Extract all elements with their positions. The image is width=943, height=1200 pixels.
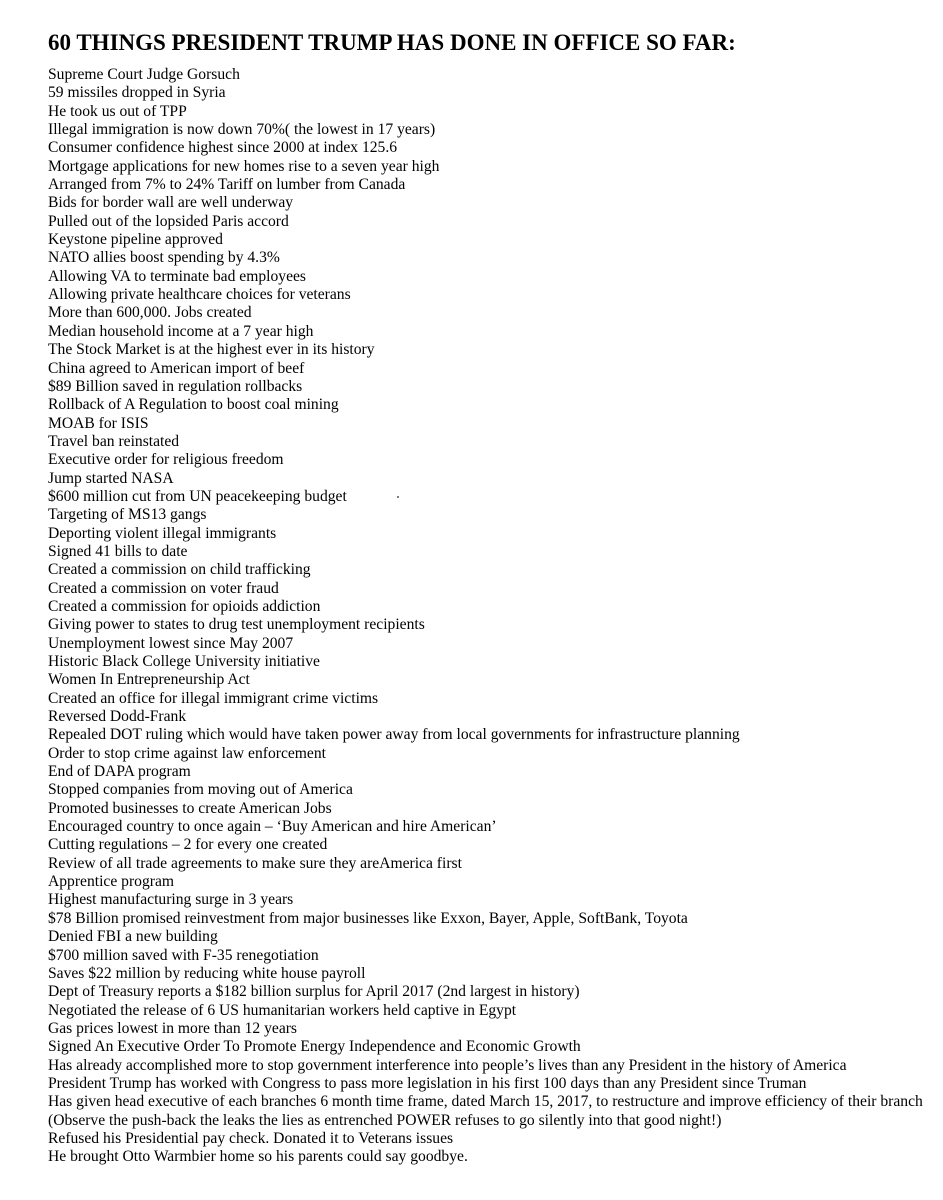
list-item: Travel ban reinstated <box>48 432 180 450</box>
list-item: Has already accomplished more to stop government interference into people’s lives than any President in the history of America <box>48 1056 847 1074</box>
list-item: (Observe the push-back the leaks the lies as entrenched POWER refuses to go silently into that good night!) <box>48 1111 722 1129</box>
stray-dot-mark <box>397 496 399 498</box>
list-item: Supreme Court Judge Gorsuch <box>48 66 240 83</box>
list-item: 59 missiles dropped in Syria <box>48 84 226 102</box>
list-item: More than 600,000. Jobs created <box>48 304 252 322</box>
list-item: Allowing VA to terminate bad employees <box>48 267 306 285</box>
list-item: He took us out of TPP <box>48 102 187 120</box>
accomplishments-list <box>48 66 943 1167</box>
list-item: China agreed to American import of beef <box>48 359 305 377</box>
list-item: Consumer confidence highest since 2000 at index 125.6 <box>48 139 398 157</box>
list-item: Unemployment lowest since May 2007 <box>48 634 294 652</box>
list-item: Created an office for illegal immigrant crime victims <box>48 689 379 707</box>
list-item: Created a commission for opioids addiction <box>48 597 321 615</box>
list-item: Encouraged country to once again – ‘Buy American and hire American’ <box>48 818 497 836</box>
list-item: $78 Billion promised reinvestment from major businesses like Exxon, Bayer, Apple, SoftBank, Toyota <box>48 909 688 927</box>
list-item: Giving power to states to drug test unemployment recipients <box>48 616 425 634</box>
list-item: Repealed DOT ruling which would have taken power away from local governments for infrastructure planning <box>48 726 740 744</box>
list-item: Pulled out of the lopsided Paris accord <box>48 212 289 230</box>
list-item: Order to stop crime against law enforcement <box>48 744 326 762</box>
list-item: Targeting of MS13 gangs <box>48 506 207 524</box>
list-item: Negotiated the release of 6 US humanitarian workers held captive in Egypt <box>48 1001 517 1019</box>
list-item: MOAB for ISIS <box>48 414 149 432</box>
document-title: 60 THINGS PRESIDENT TRUMP HAS DONE IN OFFICE SO FAR: <box>48 30 736 55</box>
list-item: Saves $22 million by reducing white house payroll <box>48 964 366 982</box>
list-item: Created a commission on child trafficking <box>48 561 311 579</box>
list-item: Illegal immigration is now down 70%( the lowest in 17 years) <box>48 121 436 139</box>
list-item: Women In Entrepreneurship Act <box>48 671 250 689</box>
list-item: $89 Billion saved in regulation rollbacks <box>48 377 303 395</box>
list-item: President Trump has worked with Congress to pass more legislation in his first 100 days than any President since Truman <box>48 1074 807 1092</box>
list-item: Stopped companies from moving out of America <box>48 781 353 799</box>
list-item: Dept of Treasury reports a $182 billion surplus for April 2017 (2nd largest in history) <box>48 983 580 1001</box>
list-item: Mortgage applications for new homes rise to a seven year high <box>48 157 440 175</box>
list-item: Arranged from 7% to 24% Tariff on lumber from Canada <box>48 176 406 194</box>
list-item: Executive order for religious freedom <box>48 451 284 469</box>
list-item: Apprentice program <box>48 873 174 891</box>
list-item: End of DAPA program <box>48 763 191 781</box>
list-item: The Stock Market is at the highest ever in its history <box>48 341 375 359</box>
list-item: Jump started NASA <box>48 469 174 487</box>
list-item: Signed 41 bills to date <box>48 542 188 560</box>
list-item: Cutting regulations – 2 for every one created <box>48 836 328 854</box>
list-item: NATO allies boost spending by 4.3% <box>48 249 280 267</box>
list-item: Promoted businesses to create American Jobs <box>48 799 332 817</box>
list-item: Refused his Presidential pay check. Donated it to Veterans issues <box>48 1129 454 1147</box>
list-item: Reversed Dodd-Frank <box>48 708 187 726</box>
list-item: Gas prices lowest in more than 12 years <box>48 1019 297 1037</box>
list-item: Keystone pipeline approved <box>48 231 223 249</box>
list-item: Created a commission on voter fraud <box>48 579 279 597</box>
list-item: Has given head executive of each branches 6 month time frame, dated March 15, 2017, to restructure and improve efficiency of their branch <box>48 1093 923 1111</box>
list-item: $600 million cut from UN peacekeeping budget <box>48 487 347 505</box>
list-item: Historic Black College University initiative <box>48 653 320 670</box>
list-item: Allowing private healthcare choices for veterans <box>48 286 351 304</box>
list-item: Median household income at a 7 year high <box>48 322 314 340</box>
list-item: Review of all trade agreements to make sure they areAmerica first <box>48 854 462 872</box>
list-item: Deporting violent illegal immigrants <box>48 524 277 542</box>
list-item: Rollback of A Regulation to boost coal mining <box>48 396 339 414</box>
list-item: Highest manufacturing surge in 3 years <box>48 891 294 909</box>
list-item: Bids for border wall are well underway <box>48 194 294 212</box>
list-item: $700 million saved with F-35 renegotiation <box>48 946 319 964</box>
list-item: Signed An Executive Order To Promote Energy Independence and Economic Growth <box>48 1038 581 1056</box>
list-item: He brought Otto Warmbier home so his parents could say goodbye. <box>48 1148 468 1166</box>
list-item: Denied FBI a new building <box>48 928 218 946</box>
